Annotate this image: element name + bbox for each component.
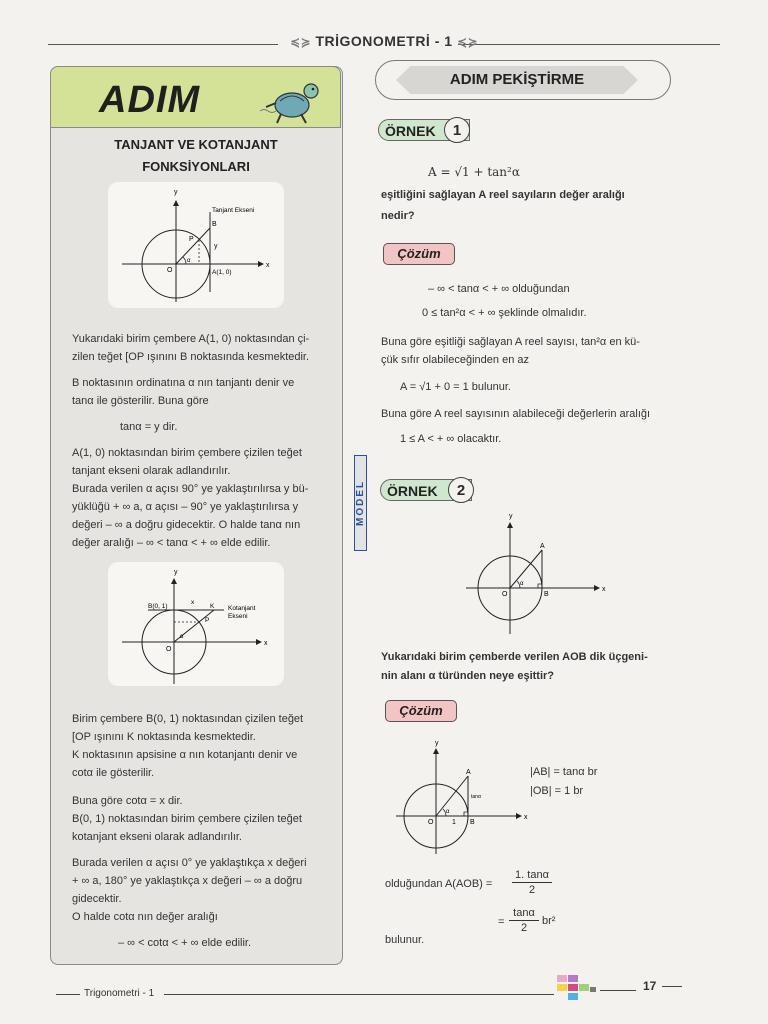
- question2-line2: nin alanı α türünden neye eşittir?: [381, 670, 555, 682]
- formula-a: A = √1 + tan²α: [428, 165, 520, 179]
- cozum-badge: Çözüm: [383, 243, 455, 265]
- tan-definition: tanα = y dir.: [120, 421, 178, 433]
- fig4-x-label: x: [524, 814, 528, 821]
- fig1-b-label: B: [212, 221, 217, 228]
- area2-denominator: 2: [520, 922, 528, 934]
- left-para-line: değeri – ∞ a doğru gidecektir. O halde tanα nın: [72, 519, 301, 531]
- footer-rule-end: [662, 986, 682, 987]
- fig1-x-label: x: [266, 262, 270, 269]
- footer-square-deco: [590, 987, 596, 992]
- footer-square-deco: [568, 975, 578, 982]
- fig1-angle-arc: [183, 257, 186, 264]
- area2-numerator: tanα: [509, 906, 539, 921]
- left-para-line: A(1, 0) noktasından birim çembere çizilen teğet: [72, 447, 302, 459]
- fig3-alpha-label: α: [520, 581, 524, 587]
- left-para-line: Burada verilen α açısı 0° ye yaklaştıkça x değeri: [72, 857, 307, 869]
- right-wing-icon: ≼≽: [456, 35, 479, 49]
- solution1-line: Buna göre eşitliği sağlayan A reel sayısı, tan²α en kü-: [381, 336, 640, 348]
- fig4-tan-label: tanα: [471, 794, 481, 800]
- left-para-line: Yukarıdaki birim çembere A(1, 0) noktasından çi-: [72, 333, 310, 345]
- fig3-x-arrow: [594, 585, 600, 591]
- left-para-line: tanα ile gösterilir. Buna göre: [72, 395, 209, 407]
- solution1-line: çük sıfır olabileceğinden en az: [381, 354, 529, 366]
- fig2-x-arrow: [256, 639, 262, 645]
- tan-range: değer aralığı – ∞ < tanα < + ∞ elde edilir.: [72, 537, 271, 549]
- ornek-number: 2: [448, 477, 474, 503]
- fig1-y-arrow: [173, 200, 179, 206]
- left-para-line: B noktasının ordinatına α nın tanjantı denir ve: [72, 377, 295, 389]
- cot-range: – ∞ < cotα < + ∞ elde edilir.: [118, 937, 252, 949]
- kotanjant-figure: [108, 562, 284, 686]
- solution2-figure: [392, 738, 532, 858]
- fig1-o-label: O: [167, 267, 173, 274]
- fig3-a-label: A: [540, 543, 545, 550]
- fig1-yseg-label: y: [214, 243, 218, 250]
- ob-length: |OB| = 1 br: [530, 785, 584, 797]
- fig2-y-label: y: [174, 569, 178, 576]
- footer-square-deco: [568, 984, 578, 991]
- ornek-number: 1: [444, 117, 470, 143]
- left-wing-icon: ≼≽: [289, 35, 312, 49]
- fig1-y-label: y: [174, 189, 178, 196]
- footer-square-deco: [557, 975, 567, 982]
- pekistirme-title: ADIM PEKİŞTİRME: [449, 71, 585, 88]
- left-para-line: K noktasının apsisine α nın kotanjantı denir ve: [72, 749, 298, 761]
- fig3-o-label: O: [502, 591, 508, 598]
- page-number: 17: [643, 979, 657, 993]
- left-para-line: cotα ile gösterilir.: [72, 767, 155, 779]
- left-para-line: Birim çembere B(0, 1) noktasından çizilen teğet: [72, 713, 304, 725]
- footer-square-deco: [568, 993, 578, 1000]
- fig2-kot-label-2: Ekseni: [228, 613, 248, 620]
- section-title-line2: FONKSİYONLARI: [142, 159, 250, 174]
- fig4-x-arrow: [516, 813, 522, 819]
- fig4-o-label: O: [428, 819, 434, 826]
- fig1-p-label: P: [189, 236, 194, 243]
- solution1-line: A = √1 + 0 = 1 bulunur.: [400, 381, 511, 393]
- fig3-b-label: B: [544, 591, 549, 598]
- footer-rule-left: [56, 994, 80, 995]
- footer-rule-middle: [164, 994, 554, 995]
- left-para-line: [OP ışınını K noktasında kesmektedir.: [72, 731, 256, 743]
- fig1-a-label: A(1, 0): [212, 269, 232, 276]
- footer-square-deco: [557, 984, 567, 991]
- left-para-line: + ∞ a, 180° ye yaklaştıkça x değeri – ∞ a doğru: [72, 875, 303, 887]
- adim-title: ADIM: [99, 79, 201, 121]
- fig2-alpha-label: α: [180, 634, 184, 640]
- fig4-alpha-label: α: [446, 809, 450, 815]
- area-prefix: olduğundan A(AOB) =: [385, 878, 493, 890]
- footer-rule-right: [600, 990, 636, 991]
- fig3-y-label: y: [509, 513, 513, 520]
- question1-line2: nedir?: [381, 210, 415, 222]
- bulunur-text: bulunur.: [385, 934, 425, 946]
- fig2-x-label: x: [264, 640, 268, 647]
- footer-book-title: Trigonometri - 1: [84, 988, 155, 999]
- fig4-segment-oa: [436, 776, 468, 816]
- fig4-y-label: y: [435, 740, 439, 747]
- example2-figure: [458, 510, 608, 640]
- fig1-alpha-label: α: [187, 258, 191, 264]
- fig2-o-label: O: [166, 646, 172, 653]
- adim-banner: [50, 66, 341, 128]
- ornek-badge: ÖRNEK: [378, 119, 470, 141]
- page-header-title: TRİGONOMETRİ - 1: [315, 33, 453, 49]
- fig2-xseg-label: x: [191, 599, 195, 606]
- left-para-line: O halde cotα nın değer aralığı: [72, 911, 218, 923]
- left-para-line: tanjant ekseni olarak adlandırılır.: [72, 465, 231, 477]
- solution1-line: Buna göre A reel sayısının alabileceği değerlerin aralığı: [381, 408, 651, 420]
- left-para-line: B(0, 1) noktasından birim çembere çizilen teğet: [72, 813, 302, 825]
- fig3-x-label: x: [602, 586, 606, 593]
- fig1-x-arrow: [258, 261, 264, 267]
- fig4-b-label: B: [470, 819, 475, 826]
- fig4-y-arrow: [433, 748, 439, 754]
- fig4-a-label: A: [466, 769, 471, 776]
- fig2-k-label: K: [210, 603, 215, 610]
- model-side-tab: MODEL: [354, 455, 367, 551]
- left-para-line: kotanjant ekseni olarak adlandırılır.: [72, 831, 242, 843]
- left-para-line: yüklüğü + ∞ a, α açısı – 90° ye yaklaştırılırsa y: [72, 501, 299, 513]
- question2-line1: Yukarıdaki birim çemberde verilen AOB dik üçgeni-: [381, 651, 648, 663]
- left-para-line: gidecektir.: [72, 893, 122, 905]
- section-title-line1: TANJANT VE KOTANJANT: [114, 137, 278, 152]
- left-para-line: Burada verilen α açısı 90° ye yaklaştırılırsa y bü-: [72, 483, 309, 495]
- ornek-badge: ÖRNEK: [380, 479, 472, 501]
- equals-sign: =: [498, 916, 505, 928]
- solution1-result: 1 ≤ A < + ∞ olacaktır.: [400, 433, 502, 445]
- question1-line1: eşitliğini sağlayan A reel sayıların değer aralığı: [381, 189, 625, 201]
- footer-square-deco: [579, 984, 589, 991]
- area-denominator: 2: [528, 884, 536, 896]
- fig3-y-arrow: [507, 522, 513, 528]
- header-title-wrap: [0, 33, 768, 49]
- cot-definition: Buna göre cotα = x dir.: [72, 795, 183, 807]
- fig3-segment-oa: [510, 550, 542, 588]
- turtle-mascot-icon: [256, 71, 328, 127]
- fig4-one-label: 1: [452, 819, 456, 826]
- fig2-y-arrow: [171, 578, 177, 584]
- solution1-line: 0 ≤ tan²α < + ∞ şeklinde olmalıdır.: [422, 307, 587, 319]
- fig2-kot-label-1: Kotanjant: [228, 605, 256, 612]
- fig2-p-label: P: [205, 617, 210, 624]
- fig2-b-label: B(0, 1): [148, 603, 168, 610]
- left-para-line: zilen teğet [OP ışınını B noktasında kesmektedir.: [72, 351, 310, 363]
- ab-length: |AB| = tanα br: [530, 766, 598, 778]
- tanjant-figure: [108, 182, 284, 308]
- solution1-line: – ∞ < tanα < + ∞ olduğundan: [428, 283, 570, 295]
- fig1-tanjant-label: Tanjant Ekseni: [212, 207, 255, 214]
- cozum-badge: Çözüm: [385, 700, 457, 722]
- area-numerator: 1. tanα: [512, 868, 552, 883]
- area2-unit: br²: [542, 915, 556, 927]
